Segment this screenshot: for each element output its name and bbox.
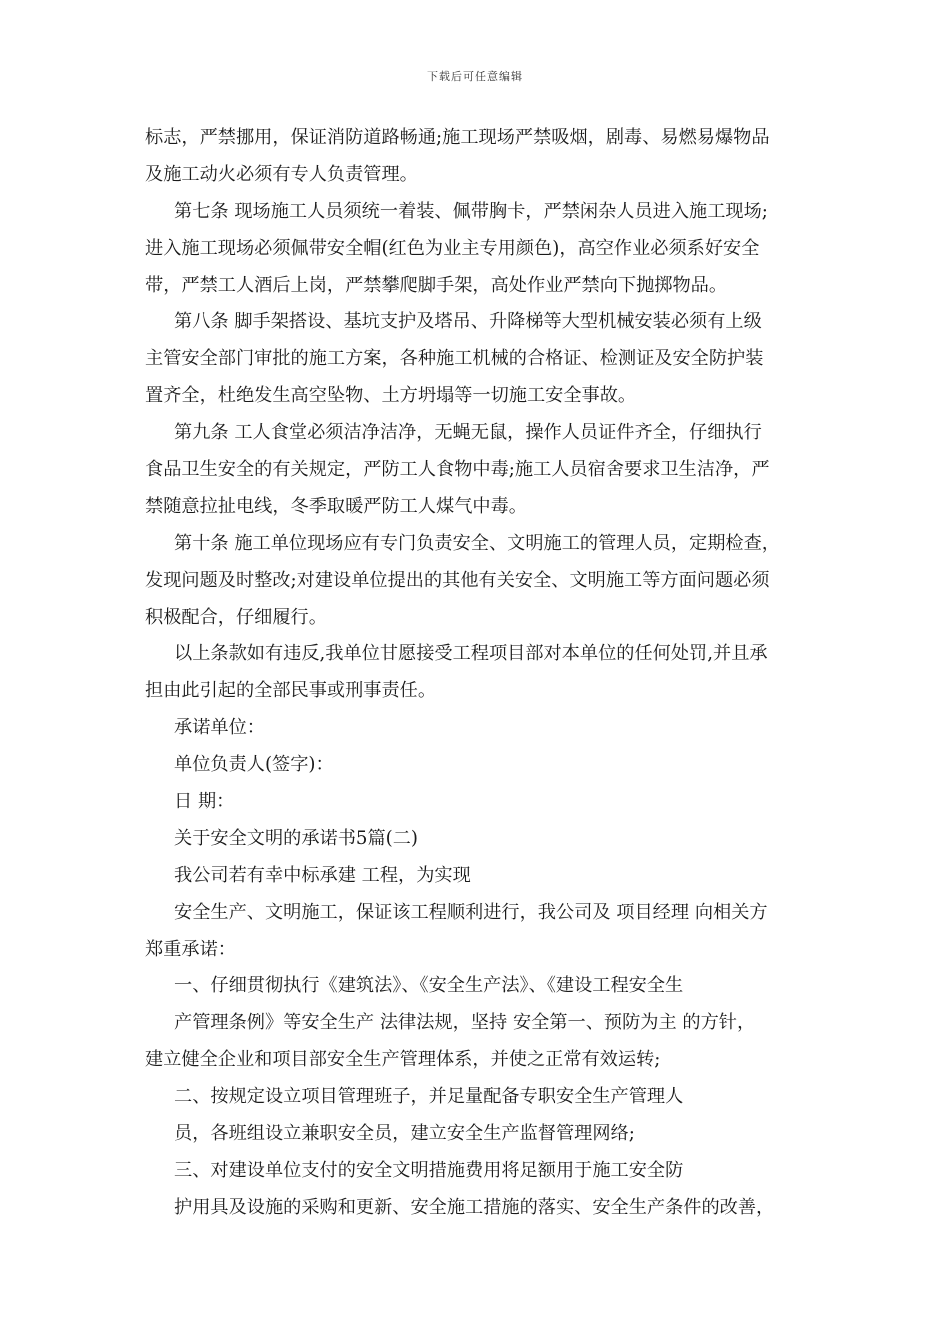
text-line: 进入施工现场必须佩带安全帽(红色为业主专用颜色)，高空作业必须系好安全	[145, 237, 760, 259]
text-line: 发现问题及时整改;对建设单位提出的其他有关安全、文明施工等方面问题必须	[145, 569, 770, 591]
text-line: 第七条 现场施工人员须统一着装、佩带胸卡，严禁闲杂人员进入施工现场;	[174, 200, 768, 222]
document-body	[145, 120, 825, 1227]
text-line: 安全生产、文明施工，保证该工程顺利进行，我公司及 项目经理 向相关方	[174, 901, 768, 923]
text-line: 护用具及设施的采购和更新、安全施工措施的落实、安全生产条件的改善，	[174, 1196, 775, 1218]
text-line: 禁随意拉扯电线，冬季取暖严防工人煤气中毒。	[145, 495, 527, 517]
text-line: 员，各班组设立兼职安全员，建立安全生产监督管理网络;	[174, 1123, 635, 1145]
text-line: 承诺单位：	[174, 717, 265, 739]
page-header-note: 下载后可任意编辑	[427, 70, 523, 83]
text-line: 积极配合，仔细履行。	[145, 606, 327, 628]
text-line: 关于安全文明的承诺书5篇(二)	[174, 827, 419, 849]
text-line: 及施工动火必须有专人负责管理。	[145, 163, 418, 185]
text-line: 三、对建设单位支付的安全文明措施费用将足额用于施工安全防	[174, 1159, 684, 1181]
text-line: 担由此引起的全部民事或刑事责任。	[145, 680, 437, 702]
text-line: 二、按规定设立项目管理班子，并足量配备专职安全生产管理人	[174, 1086, 684, 1108]
text-line: 食品卫生安全的有关规定，严防工人食物中毒;施工人员宿舍要求卫生洁净，严	[145, 459, 770, 481]
text-line: 第八条 脚手架搭设、基坑支护及塔吊、升降梯等大型机械安装必须有上级	[174, 311, 762, 333]
text-line: 以上条款如有违反,我单位甘愿接受工程项目部对本单位的任何处罚,并且承	[174, 643, 768, 665]
text-line: 建立健全企业和项目部安全生产管理体系，并使之正常有效运转;	[145, 1049, 661, 1071]
text-line: 一、仔细贯彻执行《建筑法》、《安全生产法》、《建设工程安全生	[174, 975, 684, 997]
text-line: 单位负责人(签字)：	[174, 754, 334, 776]
text-line: 主管安全部门审批的施工方案，各种施工机械的合格证、检测证及安全防护装	[145, 348, 764, 370]
text-line: 带，严禁工人酒后上岗，严禁攀爬脚手架，高处作业严禁向下抛掷物品。	[145, 274, 728, 296]
text-line: 我公司若有幸中标承建 工程，为实现	[174, 864, 471, 886]
text-line: 郑重承诺：	[145, 938, 236, 960]
text-line: 日 期：	[174, 791, 235, 813]
text-line: 产管理条例》等安全生产 法律法规，坚持 安全第一、预防为主 的方针，	[174, 1012, 756, 1034]
text-line: 第九条 工人食堂必须洁净洁净，无蝇无鼠，操作人员证件齐全，仔细执行	[174, 422, 762, 444]
text-line: 第十条 施工单位现场应有专门负责安全、文明施工的管理人员，定期检查，	[174, 532, 780, 554]
text-line: 置齐全，杜绝发生高空坠物、土方坍塌等一切施工安全事故。	[145, 385, 637, 407]
text-line: 标志，严禁挪用，保证消防道路畅通;施工现场严禁吸烟，剧毒、易燃易爆物品	[145, 127, 770, 148]
